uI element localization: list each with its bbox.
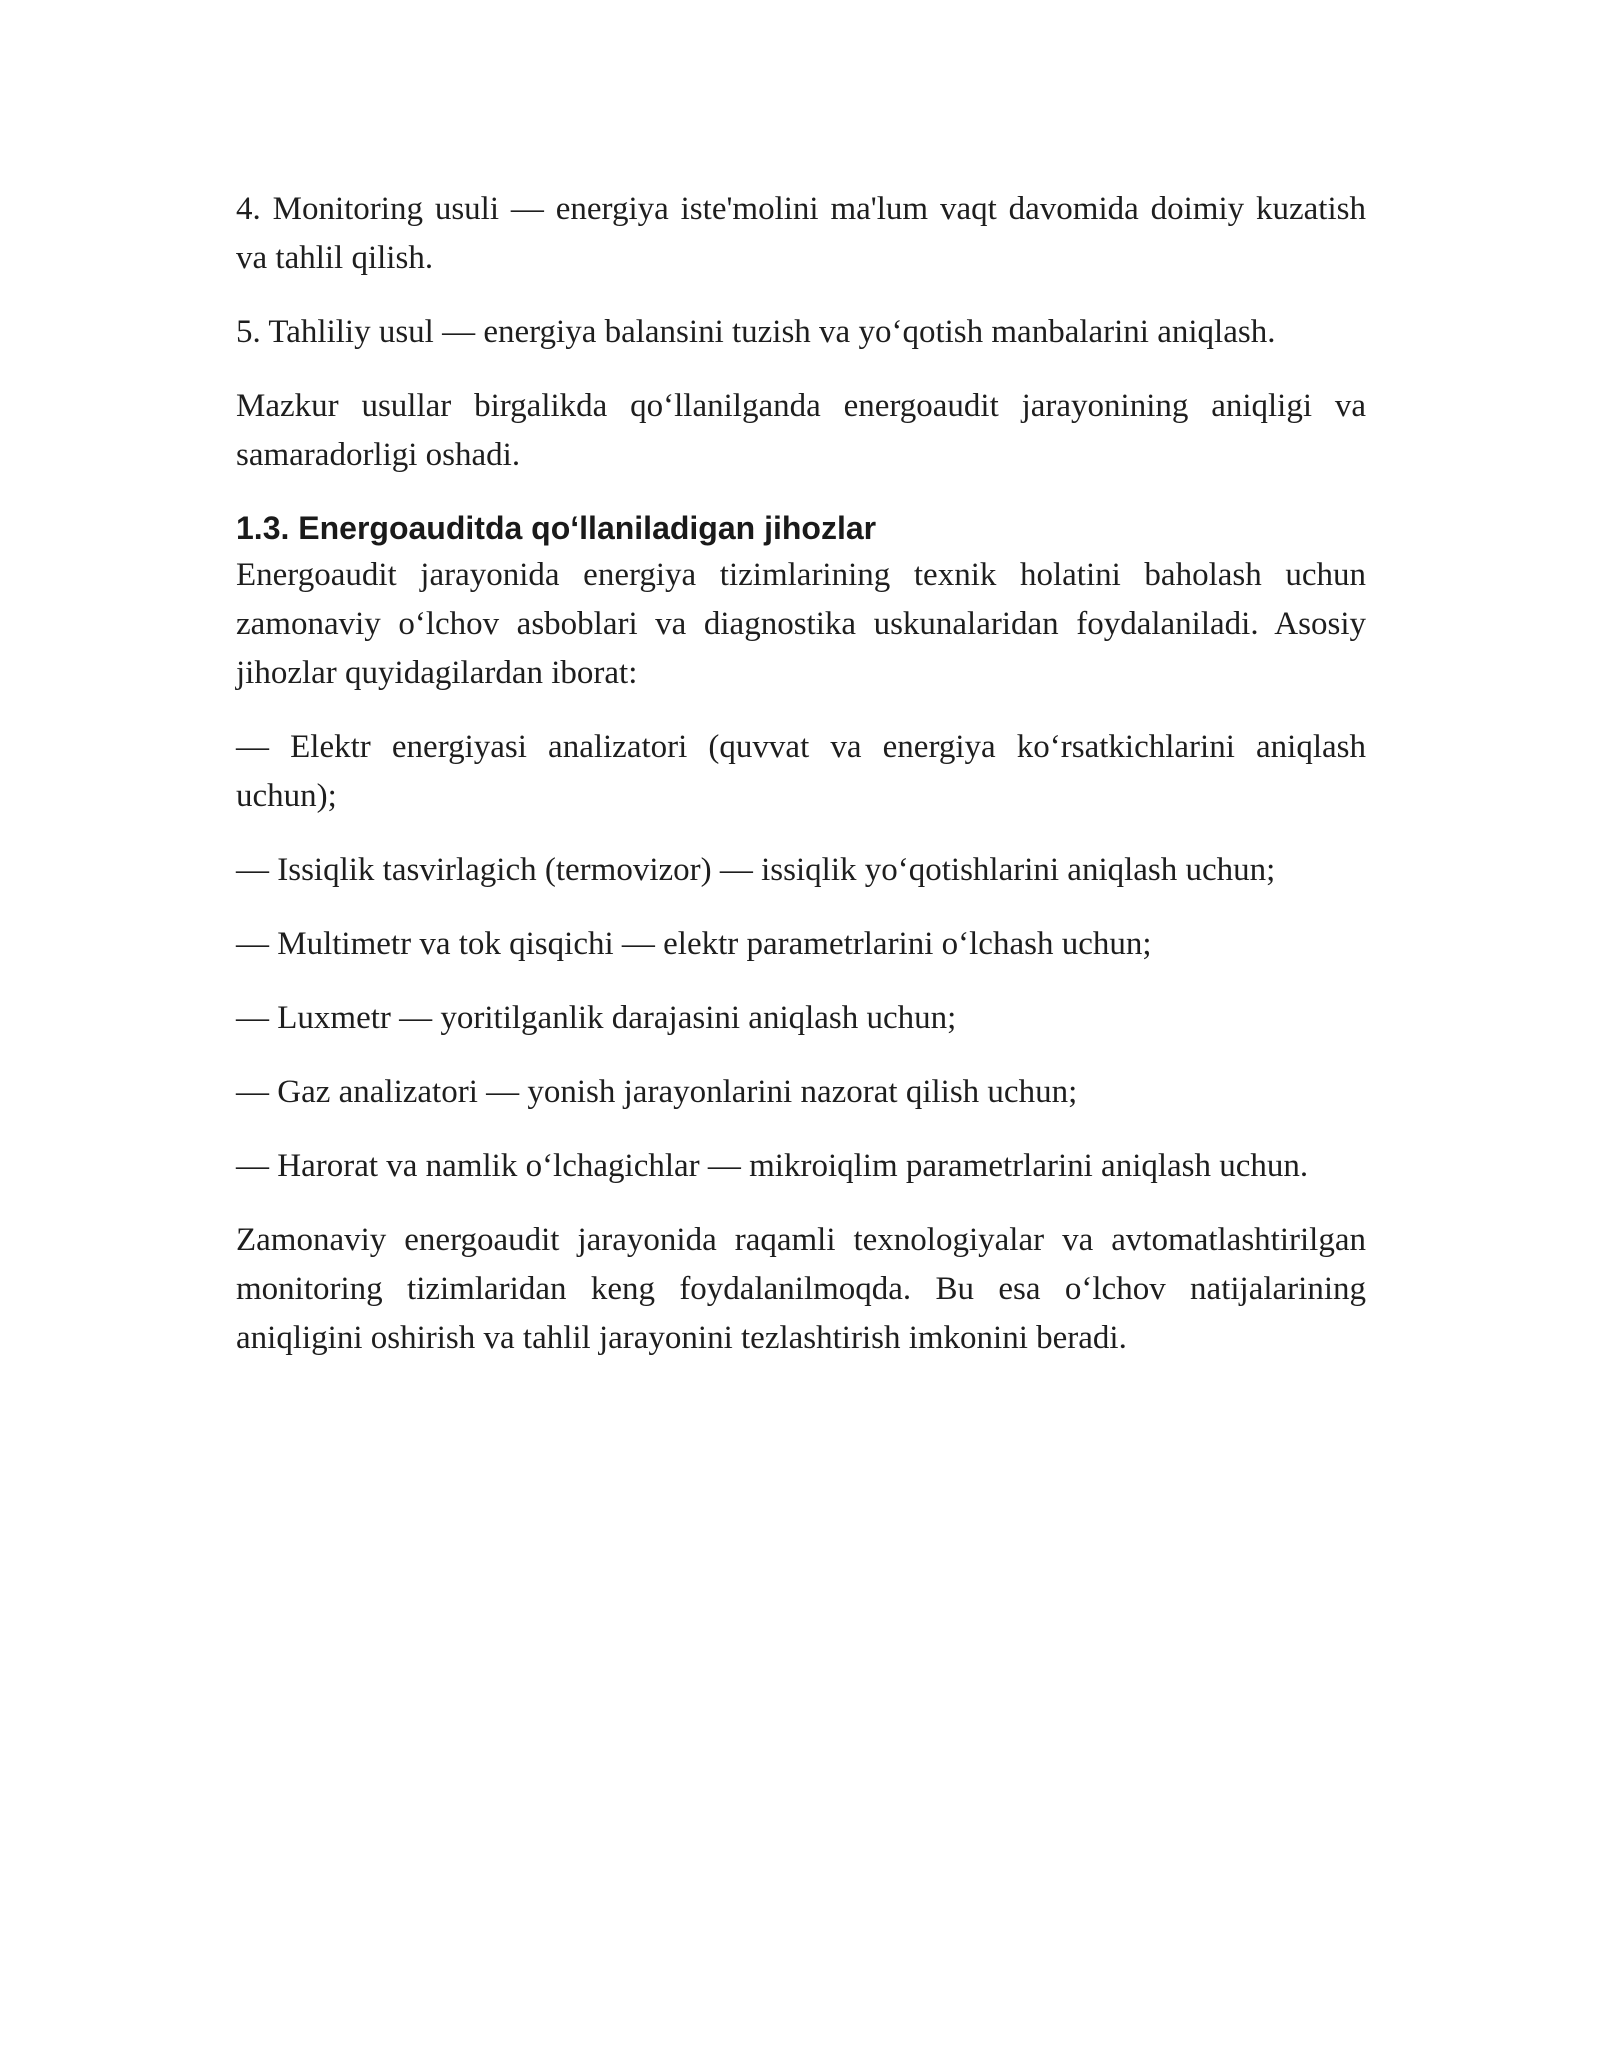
closing-paragraph: Zamonaviy energoaudit jarayonida raqamli texnologiyalar va avtomatlashtirilgan monitoring tizimlaridan keng foydalanilmoqda. Bu esa o‘lchov natijalarining aniqligini oshirish va tahlil jarayonini tezlashtirish imkonini beradi. xyxy=(236,1222,1366,1356)
list-item-electric-analyzer: — Elektr energiyasi analizatori (quvvat va energiya ko‘rsatkichlarini aniqlash uchun); xyxy=(236,729,1366,814)
section-intro-paragraph: Energoaudit jarayonida energiya tizimlarining texnik holatini baholash uchun zamonaviy o‘lchov asboblari va diagnostika uskunalaridan foydalaniladi. Asosiy jihozlar quyidagilardan iborat: xyxy=(236,557,1366,691)
paragraph-analytical-method: 5. Tahliliy usul — energiya balansini tuzish va yo‘qotish manbalarini aniqlash. xyxy=(236,314,1276,350)
document-page xyxy=(236,185,1366,1388)
section-heading: 1.3. Energoauditda qo‘llaniladigan jihozlar xyxy=(236,510,877,546)
paragraph-methods-summary: Mazkur usullar birgalikda qo‘llanilganda energoaudit jarayonining aniqligi va samaradorligi oshadi. xyxy=(236,388,1366,473)
list-item-luxmeter: — Luxmetr — yoritilganlik darajasini aniqlash uchun; xyxy=(236,1000,957,1036)
paragraph-monitoring-method: 4. Monitoring usuli — energiya iste'molini ma'lum vaqt davomida doimiy kuzatish va tahlil qilish. xyxy=(236,191,1366,276)
list-item-temperature-humidity-meter: — Harorat va namlik o‘lchagichlar — mikroiqlim parametrlarini aniqlash uchun. xyxy=(236,1148,1309,1184)
list-item-multimeter: — Multimetr va tok qisqichi — elektr parametrlarini o‘lchash uchun; xyxy=(236,926,1152,962)
list-item-gas-analyzer: — Gaz analizatori — yonish jarayonlarini nazorat qilish uchun; xyxy=(236,1074,1078,1110)
list-item-thermal-imager: — Issiqlik tasvirlagich (termovizor) — issiqlik yo‘qotishlarini aniqlash uchun; xyxy=(236,852,1276,888)
